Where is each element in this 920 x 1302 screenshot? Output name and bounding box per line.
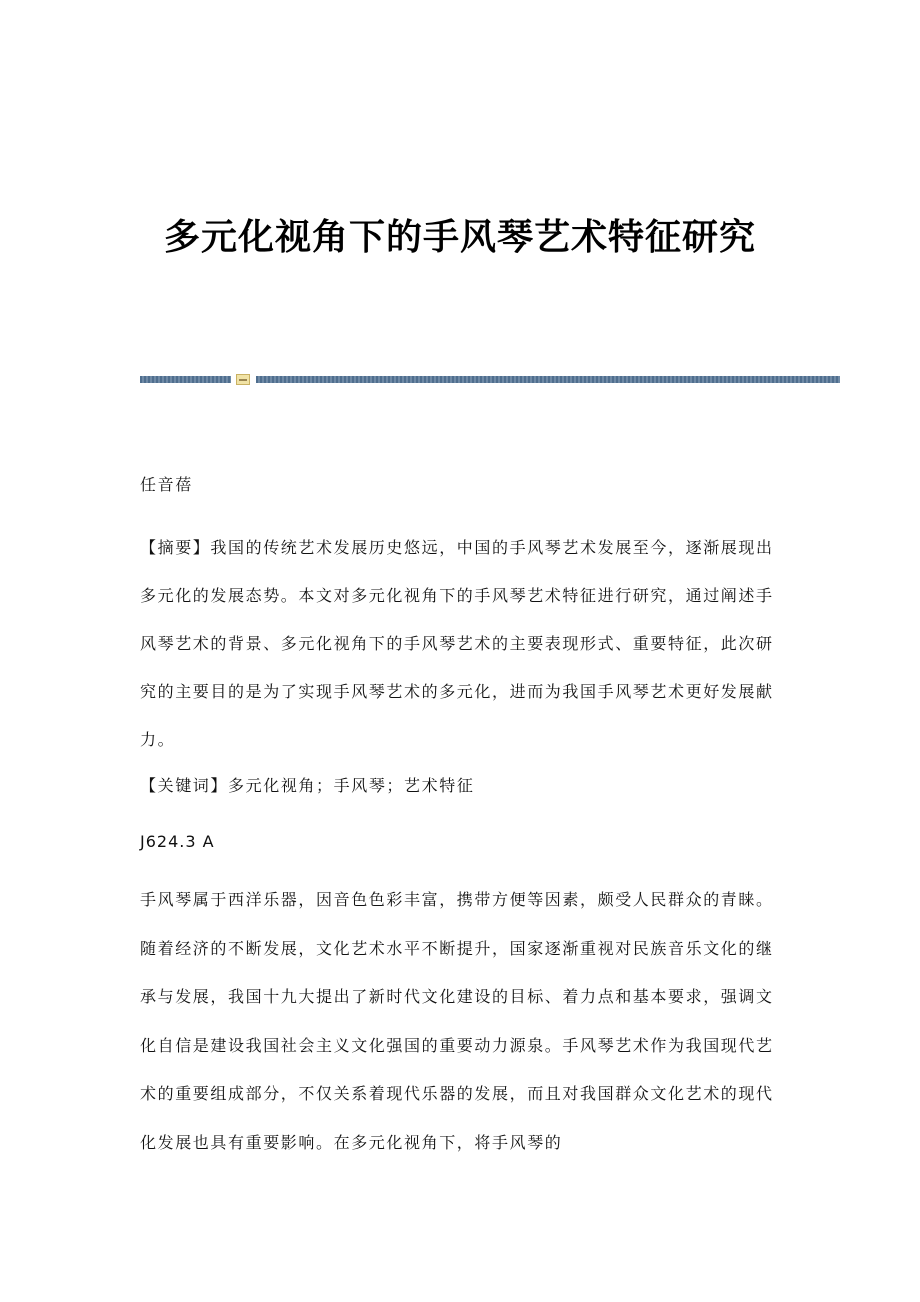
divider-bar-right <box>256 376 840 383</box>
author-name: 任音蓓 <box>140 475 193 494</box>
abstract-text: 我国的传统艺术发展历史悠远，中国的手风琴艺术发展至今，逐渐展现出多元化的发展态势。本文对多元化视角下的手风琴艺术特征进行研究，通过阐述手风琴艺术的背景、多元化视角下的手风琴艺术的主要表现形式、重要特征，此次研究的主要目的是为了实现手风琴艺术的多元化，进而为我国手风琴艺术更好发展献力。 <box>140 538 774 749</box>
divider-bar-left <box>140 376 231 383</box>
divider-ornament-icon <box>236 374 250 385</box>
keywords-text: 多元化视角；手风琴；艺术特征 <box>228 776 475 795</box>
keywords-label: 【关键词】 <box>140 776 229 795</box>
abstract-paragraph <box>140 524 780 764</box>
classification-code: J624.3 A <box>140 832 215 851</box>
keywords-line <box>140 772 780 800</box>
abstract-label: 【摘要】 <box>140 538 211 557</box>
body-paragraph: 手风琴属于西洋乐器，因音色色彩丰富，携带方便等因素，颇受人民群众的青睐。随着经济的不断发展，文化艺术水平不断提升，国家逐渐重视对民族音乐文化的继承与发展，我国十九大提出了新时代文化建设的目标、着力点和基本要求，强调文化自信是建设我国社会主义文化强国的重要动力源泉。手风琴艺术作为我国现代艺术的重要组成部分，不仅关系着现代乐器的发展，而且对我国群众文化艺术的现代化发展也具有重要影响。在多元化视角下，将手风琴的 <box>140 890 774 1152</box>
page-title: 多元化视角下的手风琴艺术特征研究 <box>163 216 756 258</box>
title-divider <box>140 374 840 386</box>
